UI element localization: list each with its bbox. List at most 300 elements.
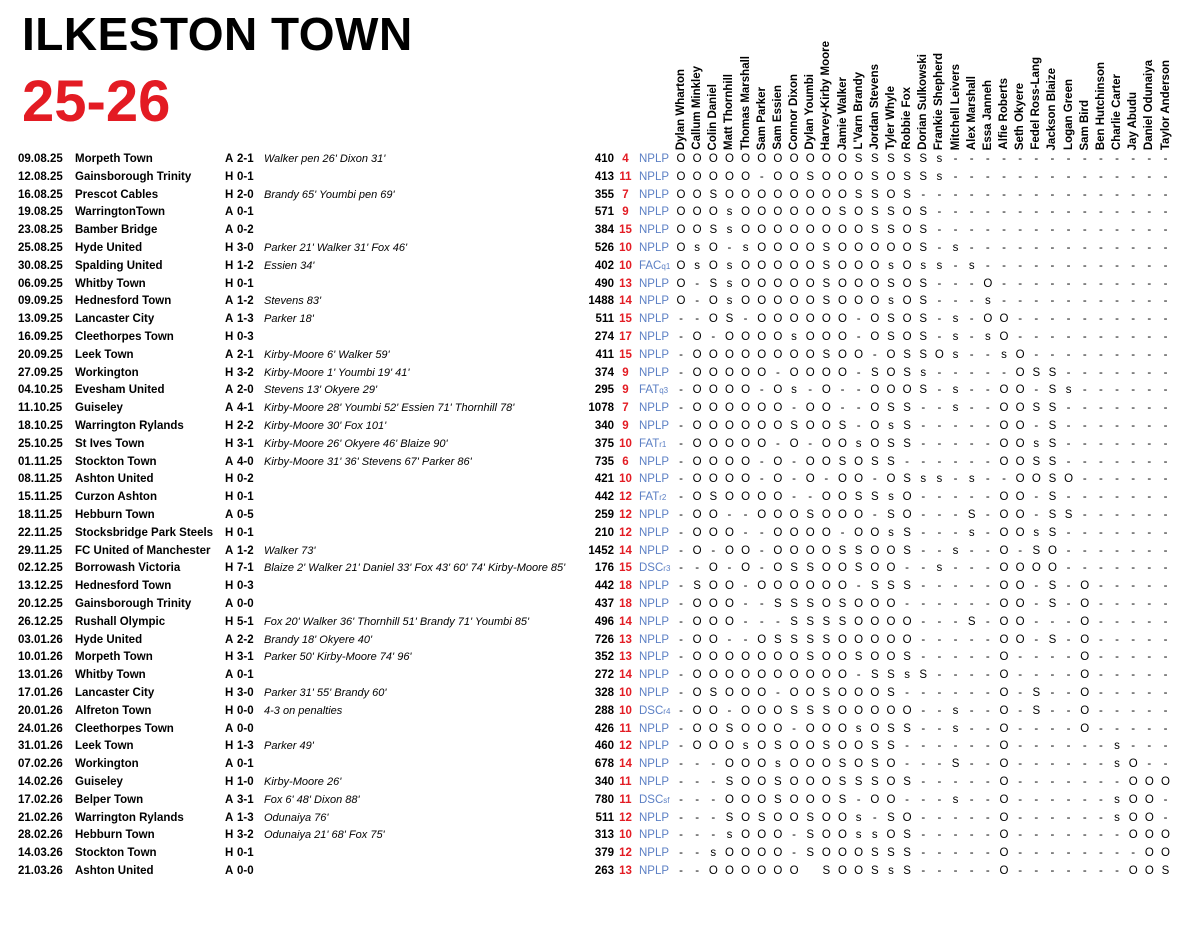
appearance-mark: - (969, 242, 974, 254)
appearance-mark: - (872, 509, 877, 521)
venue: H (225, 491, 234, 504)
appearance-mark: S (870, 740, 879, 753)
appearance-mark: - (1098, 793, 1103, 806)
appearance-mark: - (985, 704, 990, 717)
appearance-mark: - (1018, 669, 1023, 682)
score: 0-0 (237, 865, 254, 877)
fixture-row (0, 400, 1200, 418)
appearance-mark: - (1098, 829, 1103, 842)
appearance-mark: - (695, 562, 700, 575)
appearance-mark: S (709, 224, 718, 237)
appearance-mark: O (708, 473, 718, 486)
appearance-mark: O (999, 669, 1009, 682)
appearance-mark: - (1018, 865, 1023, 877)
appearance-mark: S (870, 455, 879, 468)
appearance-mark: - (1115, 224, 1119, 237)
appearance-mark: - (1147, 277, 1152, 290)
appearance-mark: - (953, 651, 958, 664)
score: 0-3 (237, 580, 254, 593)
competition-round: r1 (659, 439, 667, 449)
opponent: Ashton United (75, 473, 154, 486)
appearance-mark: O (692, 170, 702, 183)
league-position: 9 (622, 420, 629, 432)
match-date: 02.12.25 (18, 562, 63, 575)
appearance-mark: - (953, 366, 958, 379)
appearance-mark: O (870, 615, 880, 628)
appearance-mark: - (1115, 437, 1119, 450)
appearance-mark: S (806, 170, 815, 183)
appearance-mark: - (679, 384, 683, 397)
appearance-mark: - (921, 402, 926, 415)
venue: A (225, 811, 234, 824)
appearance-mark: O (999, 811, 1009, 824)
appearance-mark: O (708, 366, 718, 379)
appearance-mark: - (759, 526, 764, 539)
appearance-mark: S (806, 811, 815, 824)
competition (639, 632, 669, 650)
score: 0-1 (237, 206, 254, 219)
competition (639, 204, 669, 222)
appearance-mark: O (757, 651, 767, 664)
appearance-mark: S (822, 865, 831, 877)
venue: H (225, 776, 234, 788)
appearance-mark: s (952, 544, 959, 557)
appearance-mark: - (921, 420, 926, 432)
appearance-mark: - (1082, 313, 1087, 326)
appearance-mark: - (856, 580, 861, 593)
competition-round: q3 (659, 386, 669, 396)
appearance-mark: - (679, 865, 683, 877)
appearance-mark: O (741, 384, 751, 397)
appearance-mark: - (921, 562, 926, 575)
appearance-mark: O (692, 651, 702, 664)
appearance-mark: - (1147, 455, 1152, 468)
appearance-mark: O (757, 366, 767, 379)
competition (639, 614, 669, 632)
appearance-mark: O (870, 259, 880, 272)
competition (639, 667, 669, 685)
appearance-mark: - (1147, 420, 1152, 432)
appearance-mark: - (1050, 687, 1055, 699)
appearance-mark: - (1098, 526, 1103, 539)
appearance-mark: - (969, 188, 974, 201)
appearance-mark: O (708, 509, 718, 521)
appearance-mark: - (1147, 669, 1152, 682)
appearance-mark: - (1082, 277, 1087, 290)
appearance-mark: - (1082, 811, 1087, 824)
appearance-mark: O (870, 384, 880, 397)
match-date: 11.10.25 (18, 402, 63, 415)
appearance-mark: - (1050, 740, 1055, 753)
competition-code: NPLP (639, 331, 670, 343)
appearance-mark: O (805, 580, 815, 593)
appearance-mark: S (887, 313, 895, 326)
appearance-mark: O (870, 704, 880, 717)
appearance-mark: O (886, 615, 896, 628)
league-position: 14 (619, 295, 632, 308)
appearance-mark: O (821, 580, 831, 593)
appearance-mark: O (789, 242, 799, 254)
appearance-mark: O (999, 847, 1009, 860)
appearance-mark: s (952, 704, 959, 717)
appearance-mark: - (1163, 526, 1168, 539)
appearance-mark: S (1048, 633, 1057, 646)
appearance-mark: s (952, 242, 959, 254)
score: 0-2 (237, 224, 254, 237)
appearance-mark: - (1115, 598, 1119, 610)
appearance-mark: - (1050, 829, 1055, 842)
score: 0-1 (237, 847, 254, 860)
appearance-mark: s (871, 829, 878, 842)
opponent: Hebburn Town (75, 509, 155, 521)
appearance-mark: - (1034, 509, 1039, 521)
appearance-mark: - (1163, 722, 1168, 735)
appearance-mark: S (854, 562, 863, 575)
competition (639, 756, 669, 774)
appearance-mark: s (1001, 348, 1007, 361)
venue: A (225, 669, 234, 682)
appearance-mark: - (759, 615, 764, 628)
appearance-mark: - (711, 776, 716, 788)
appearance-mark: O (886, 793, 896, 806)
competition-code: DSC (639, 793, 664, 806)
appearance-mark: O (854, 633, 864, 646)
appearance-mark: S (870, 847, 879, 860)
appearance-mark: O (854, 758, 864, 771)
fixture-row (0, 703, 1200, 721)
match-date: 16.09.25 (18, 331, 63, 343)
appearance-mark: O (886, 598, 896, 610)
attendance: 402 (594, 259, 614, 272)
appearance-mark: O (724, 170, 734, 183)
appearance-mark: S (806, 633, 815, 646)
appearance-mark: - (921, 615, 926, 628)
appearance-mark: - (792, 491, 796, 504)
appearance-mark: O (724, 651, 734, 664)
appearance-mark: - (1131, 651, 1136, 664)
appearance-mark: - (937, 633, 942, 646)
player-name: Charlie Carter (1111, 73, 1124, 150)
appearance-mark: O (902, 295, 912, 308)
appearance-mark: - (969, 313, 974, 326)
appearance-mark: - (743, 633, 748, 646)
appearance-mark: - (679, 348, 683, 361)
fixture-row (0, 365, 1200, 383)
appearance-mark: S (919, 295, 928, 308)
appearance-mark: O (692, 437, 702, 450)
appearance-mark: O (741, 865, 751, 877)
appearance-mark: O (805, 793, 815, 806)
appearance-mark: O (724, 348, 734, 361)
appearance-mark: O (805, 687, 815, 699)
venue: H (225, 580, 234, 593)
score: 0-1 (237, 758, 254, 771)
appearance-mark: O (724, 420, 734, 432)
appearance-mark: S (919, 224, 928, 237)
appearance-mark: O (741, 473, 751, 486)
appearance-mark: S (870, 206, 879, 219)
appearance-mark: - (1082, 776, 1087, 788)
competition-code: NPLP (639, 651, 670, 664)
appearance-mark: O (805, 669, 815, 682)
appearance-mark: S (903, 651, 911, 664)
appearance-mark: - (1034, 348, 1039, 361)
appearance-mark: O (1080, 704, 1090, 717)
appearance-mark: O (692, 687, 702, 699)
competition (639, 685, 669, 703)
appearance-mark: O (692, 740, 702, 753)
appearance-mark: O (789, 526, 799, 539)
appearance-mark: - (1147, 170, 1152, 183)
appearance-mark: O (741, 224, 751, 237)
appearance-mark: - (1115, 366, 1119, 379)
appearance-mark: - (1131, 277, 1136, 290)
appearance-mark: O (805, 277, 815, 290)
appearance-mark: O (805, 313, 815, 326)
appearance-mark: - (1066, 437, 1071, 450)
score: 3-1 (237, 437, 254, 450)
appearance-mark: O (741, 562, 751, 575)
attendance: 288 (594, 704, 614, 717)
appearance-mark: S (1032, 402, 1041, 415)
appearance-mark: - (759, 170, 764, 183)
appearance-mark: s (726, 829, 733, 842)
appearance-mark: S (870, 224, 879, 237)
appearance-mark: S (870, 580, 879, 593)
attendance: 526 (594, 242, 614, 254)
appearance-mark: O (838, 651, 847, 664)
appearance-mark: S (1032, 366, 1041, 379)
competition-code: NPLP (639, 669, 670, 682)
appearance-mark: O (838, 170, 847, 183)
appearance-mark: O (708, 704, 718, 717)
scorers: Fox 20' Walker 36' Thornhill 51' Brandy 71' Youmbi 85' (264, 615, 530, 628)
appearance-mark: O (676, 277, 686, 290)
appearance-mark: - (953, 437, 958, 450)
appearance-mark: O (741, 331, 751, 343)
appearance-mark: - (1115, 651, 1119, 664)
appearance-mark: s (694, 242, 701, 254)
competition-code: NPLP (639, 722, 670, 735)
appearance-mark: S (919, 331, 928, 343)
appearance-mark: S (1064, 509, 1073, 521)
appearance-mark: O (838, 580, 847, 593)
fixture-row (0, 222, 1200, 240)
appearance-mark: S (854, 188, 863, 201)
league-position: 12 (619, 509, 632, 521)
appearance-mark: O (708, 865, 718, 877)
appearance-mark: O (854, 526, 864, 539)
appearance-mark: - (937, 776, 942, 788)
appearance-mark: - (937, 277, 942, 290)
appearance-mark: O (870, 598, 880, 610)
appearance-mark: s (1114, 793, 1120, 806)
opponent: Warrington Rylands (75, 420, 184, 432)
fixture-row (0, 240, 1200, 258)
opponent: Morpeth Town (75, 153, 153, 165)
player-name: Dylan Youmbi (804, 74, 817, 150)
appearance-mark: - (1018, 793, 1023, 806)
appearance-mark: - (856, 331, 861, 343)
appearance-mark: s (920, 366, 927, 379)
appearance-mark: S (919, 277, 928, 290)
appearance-mark: O (838, 865, 847, 877)
competition (639, 489, 666, 507)
player-name: Dorian Sulkowski (917, 54, 930, 150)
attendance: 272 (594, 669, 614, 682)
appearance-mark: O (724, 793, 734, 806)
appearance-mark: O (757, 740, 767, 753)
appearance-mark: O (1015, 348, 1025, 361)
competition-code: NPLP (639, 580, 670, 593)
appearance-mark: O (902, 384, 912, 397)
league-position: 4 (622, 153, 629, 165)
appearance-mark: O (708, 259, 718, 272)
opponent: Hednesford Town (75, 295, 172, 308)
appearance-mark: - (1115, 526, 1119, 539)
appearance-mark: s (1114, 811, 1120, 824)
appearance-mark: - (905, 758, 910, 771)
match-date: 10.01.26 (18, 651, 63, 664)
appearance-mark: O (757, 420, 767, 432)
appearance-mark: - (1066, 224, 1071, 237)
competition-round: r2 (659, 493, 667, 503)
appearance-mark: - (969, 384, 974, 397)
appearance-mark: - (1050, 847, 1055, 860)
scorers: Walker pen 26' Dixon 31' (264, 153, 386, 165)
appearance-mark: O (999, 615, 1009, 628)
opponent: Borrowash Victoria (75, 562, 181, 575)
appearance-mark: O (838, 704, 847, 717)
appearance-mark: O (757, 793, 767, 806)
appearance-mark: - (711, 331, 716, 343)
appearance-mark: - (921, 526, 926, 539)
appearance-mark: S (725, 811, 734, 824)
competition-code: NPLP (639, 170, 670, 183)
appearance-mark: - (1082, 420, 1087, 432)
appearance-mark: O (741, 348, 751, 361)
appearance-mark: - (985, 580, 990, 593)
player-name: Jay Abudu (1127, 91, 1140, 150)
appearance-mark: - (1050, 242, 1055, 254)
appearance-mark: O (724, 455, 734, 468)
appearance-mark: - (953, 455, 958, 468)
appearance-mark: - (1147, 740, 1152, 753)
appearance-mark: O (789, 277, 799, 290)
appearance-mark: O (724, 687, 734, 699)
appearance-mark: - (1131, 544, 1136, 557)
appearance-mark: - (985, 206, 990, 219)
competition (639, 347, 669, 365)
appearance-mark: - (953, 224, 958, 237)
appearance-mark: s (1114, 740, 1120, 753)
appearance-mark: O (757, 758, 767, 771)
appearance-mark: O (821, 366, 831, 379)
appearance-mark: S (709, 188, 718, 201)
appearance-mark: - (1163, 170, 1168, 183)
appearance-mark: - (711, 793, 716, 806)
appearance-mark: - (1034, 277, 1039, 290)
competition-code: FAC (639, 259, 662, 272)
appearance-mark: O (676, 295, 686, 308)
appearance-mark: - (953, 847, 958, 860)
competition-code: NPLP (639, 473, 670, 486)
appearance-mark: - (985, 437, 990, 450)
appearance-mark: O (692, 366, 702, 379)
appearance-mark: - (937, 402, 942, 415)
appearance-mark: - (1018, 331, 1023, 343)
appearance-mark: O (805, 473, 815, 486)
appearance-mark: - (1147, 651, 1152, 664)
appearance-mark: s (888, 491, 894, 504)
appearance-mark: - (856, 793, 861, 806)
fixture-row (0, 632, 1200, 650)
appearance-mark: - (1018, 704, 1023, 717)
appearance-mark: - (1018, 811, 1023, 824)
appearance-mark: O (886, 758, 896, 771)
appearance-mark: S (951, 758, 960, 771)
appearance-mark: - (969, 455, 974, 468)
appearance-mark: - (1115, 776, 1119, 788)
appearance-mark: - (921, 704, 926, 717)
appearance-mark: - (953, 811, 958, 824)
appearance-mark: - (1066, 669, 1071, 682)
appearance-mark: O (870, 277, 880, 290)
appearance-mark: O (773, 259, 783, 272)
appearance-mark: O (999, 526, 1009, 539)
appearance-mark: s (1033, 526, 1040, 539)
appearance-mark: S (887, 153, 895, 165)
appearance-mark: - (985, 740, 990, 753)
appearance-mark: O (773, 242, 783, 254)
appearance-mark: - (937, 188, 942, 201)
score: 3-2 (237, 829, 254, 842)
appearance-mark: O (789, 366, 799, 379)
appearance-mark: - (1082, 224, 1087, 237)
appearance-mark: - (1163, 224, 1168, 237)
competition-code: NPLP (639, 420, 670, 432)
appearance-mark: - (1163, 811, 1168, 824)
competition-code: NPLP (639, 526, 670, 539)
appearance-mark: - (1034, 420, 1039, 432)
appearance-mark: O (692, 206, 702, 219)
appearance-mark: O (805, 295, 815, 308)
appearance-mark: - (969, 562, 974, 575)
appearance-mark: - (937, 544, 942, 557)
attendance: 437 (594, 598, 614, 610)
appearance-mark: O (902, 224, 912, 237)
appearance-mark: - (1050, 206, 1055, 219)
appearance-mark: - (679, 331, 683, 343)
match-date: 13.12.25 (18, 580, 63, 593)
appearance-mark: s (888, 865, 894, 877)
score: 2-0 (237, 188, 254, 201)
competition-code: NPLP (639, 633, 670, 646)
appearance-mark: O (886, 366, 896, 379)
opponent: FC United of Manchester (75, 544, 211, 557)
competition (639, 258, 670, 276)
appearance-mark: O (692, 224, 702, 237)
appearance-mark: O (789, 259, 799, 272)
opponent: Workington (75, 758, 139, 771)
appearance-mark: O (854, 509, 864, 521)
competition (639, 774, 669, 792)
competition (639, 810, 669, 828)
appearance-mark: - (679, 829, 683, 842)
appearance-mark: O (999, 598, 1009, 610)
appearance-mark: - (921, 598, 926, 610)
appearance-mark: S (903, 722, 911, 735)
